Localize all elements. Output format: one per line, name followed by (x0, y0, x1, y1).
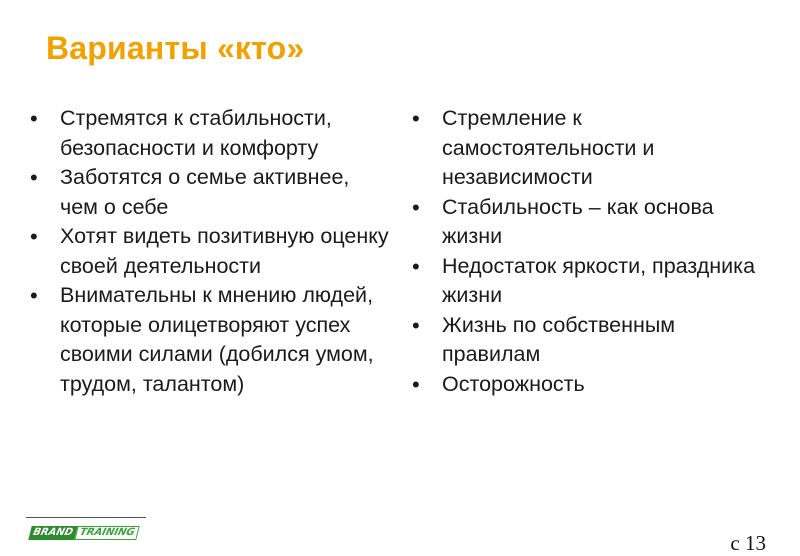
page-number: с 13 (730, 531, 766, 555)
list-item-text: Стабильность – как основа жизни (442, 194, 714, 248)
bullet-icon: • (30, 106, 38, 131)
list-item-text: Заботятся о семье активнее, чем о себе (60, 165, 350, 219)
list-item-text: Стремление к самостоятельности и независимости (442, 106, 655, 189)
bullet-icon: • (30, 224, 38, 249)
bullet-icon: • (412, 371, 420, 397)
slide-title: Варианты «кто» (46, 30, 305, 66)
list-item-text: Жизнь по собственным правилам (442, 312, 676, 366)
logo-training-text: TRAINING (74, 526, 140, 540)
list-item (412, 370, 772, 400)
bullet-icon: • (412, 312, 420, 338)
logo-brand-text: BRAND (28, 526, 77, 540)
list-item-text: Внимательны к мнению людей, которые олицетворяют успех своими силами (добился умом, трудом, талантом) (60, 283, 374, 396)
list-item-text: Осторожность (442, 371, 585, 396)
bullet-icon: • (30, 283, 38, 308)
bullet-icon: • (412, 194, 420, 220)
bullet-icon: • (412, 106, 420, 131)
brand-training-logo (26, 517, 146, 543)
right-bullet-list (412, 104, 772, 399)
list-item (30, 104, 390, 163)
list-item (412, 252, 772, 311)
bullet-icon: • (30, 165, 38, 190)
list-item (412, 193, 772, 252)
list-item-text: Недостаток яркости, праздника жизни (442, 253, 756, 307)
list-item (412, 311, 772, 370)
logo-divider (26, 517, 146, 518)
left-bullet-list (30, 104, 390, 399)
list-item (30, 163, 390, 222)
list-item (30, 281, 390, 399)
logo-mark (28, 526, 140, 540)
list-item-text: Стремятся к стабильности, безопасности и комфорту (60, 106, 332, 160)
list-item (30, 222, 390, 281)
list-item-text: Хотят видеть позитивную оценку своей деятельности (60, 224, 389, 278)
bullet-icon: • (412, 253, 420, 279)
list-item (412, 104, 772, 193)
